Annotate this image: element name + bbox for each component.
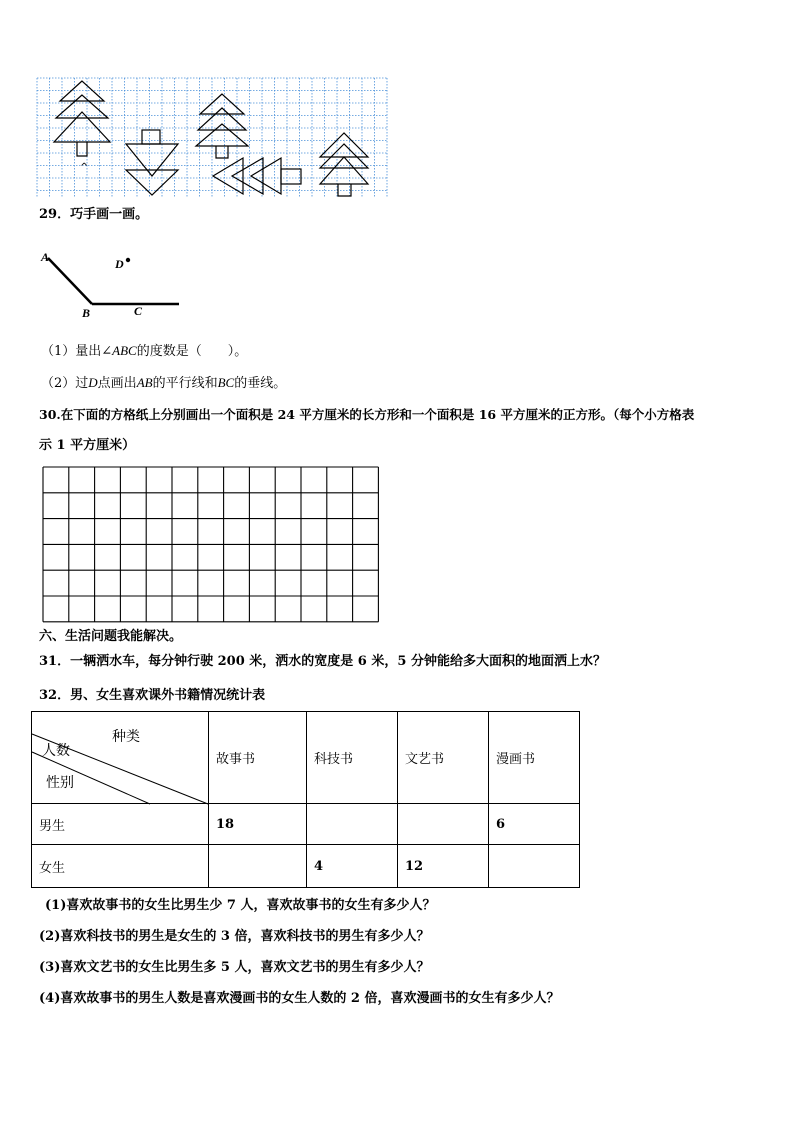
- column-header-story: 故事书: [209, 712, 307, 804]
- column-header-literature: 文艺书: [398, 712, 489, 804]
- header-corner-cell: [32, 712, 209, 804]
- tree-figure-4: [213, 158, 301, 194]
- section6-title: 六、生活问题我能解决。: [39, 629, 183, 644]
- table-cell: 12: [398, 845, 489, 888]
- q32-question-3: (3)喜欢文艺书的女生比男生多 5 人，喜欢文艺书的男生有多少人？: [39, 960, 430, 975]
- point-b-label: B: [82, 306, 91, 320]
- point-a-label: A: [41, 250, 50, 264]
- point-d-label: D: [115, 257, 124, 271]
- column-header-science: 科技书: [307, 712, 398, 804]
- q30-line1: 30.在下面的方格纸上分别画出一个面积是 24 平方厘米的长方形和一个面积是 16 平方厘米的正方形。（每个小方格表: [39, 407, 695, 422]
- q32-title: 32．男、女生喜欢课外书籍情况统计表: [39, 688, 266, 703]
- tree-figure-2: [126, 130, 178, 195]
- q29-part2: （2）过D点画出AB的平行线和BC的垂线。: [41, 375, 287, 391]
- column-header-comic: 漫画书: [489, 712, 580, 804]
- tree-figures-grid: [37, 78, 389, 200]
- table-cell: 4: [307, 845, 398, 888]
- book-preference-table: [31, 711, 580, 888]
- tree-figure-3: [196, 94, 248, 158]
- q32-question-1: (1)喜欢故事书的女生比男生少 7 人，喜欢故事书的女生有多少人？: [45, 898, 436, 913]
- row-label-boys: 男生: [32, 804, 209, 845]
- table-cell[interactable]: [307, 804, 398, 845]
- row-label-girls: 女生: [32, 845, 209, 888]
- tree-figure-1: [54, 81, 110, 156]
- square-grid-paper[interactable]: [43, 467, 379, 623]
- header-kind-label: 种类: [112, 729, 140, 745]
- q32-question-4: (4)喜欢故事书的男生人数是喜欢漫画书的女生人数的 2 倍，喜欢漫画书的女生有多少人？: [39, 991, 560, 1006]
- table-cell: 18: [209, 804, 307, 845]
- q30-line2: 示 1 平方厘米）: [39, 438, 136, 453]
- table-cell[interactable]: [489, 845, 580, 888]
- table-cell[interactable]: [209, 845, 307, 888]
- q29-part1: （1）量出∠ABC的度数是（ ）。: [41, 343, 248, 359]
- table-cell: 6: [489, 804, 580, 845]
- q31-text: 31．一辆洒水车，每分钟行驶 200 米，洒水的宽度是 6 米，5 分钟能给多大面积的地面洒上水？: [39, 654, 606, 669]
- tree-figure-5: [320, 133, 368, 196]
- q29-title: 29．巧手画一画。: [39, 207, 149, 222]
- table-row-boys: [32, 804, 580, 845]
- q32-question-2: (2)喜欢科技书的男生是女生的 3 倍，喜欢科技书的男生有多少人？: [39, 929, 430, 944]
- header-gender-label: 性别: [46, 775, 74, 791]
- header-count-label: 人数: [42, 743, 70, 759]
- table-cell[interactable]: [398, 804, 489, 845]
- svg-text:^: ^: [80, 162, 89, 173]
- table-row-girls: [32, 845, 580, 888]
- point-c-label: C: [134, 304, 143, 318]
